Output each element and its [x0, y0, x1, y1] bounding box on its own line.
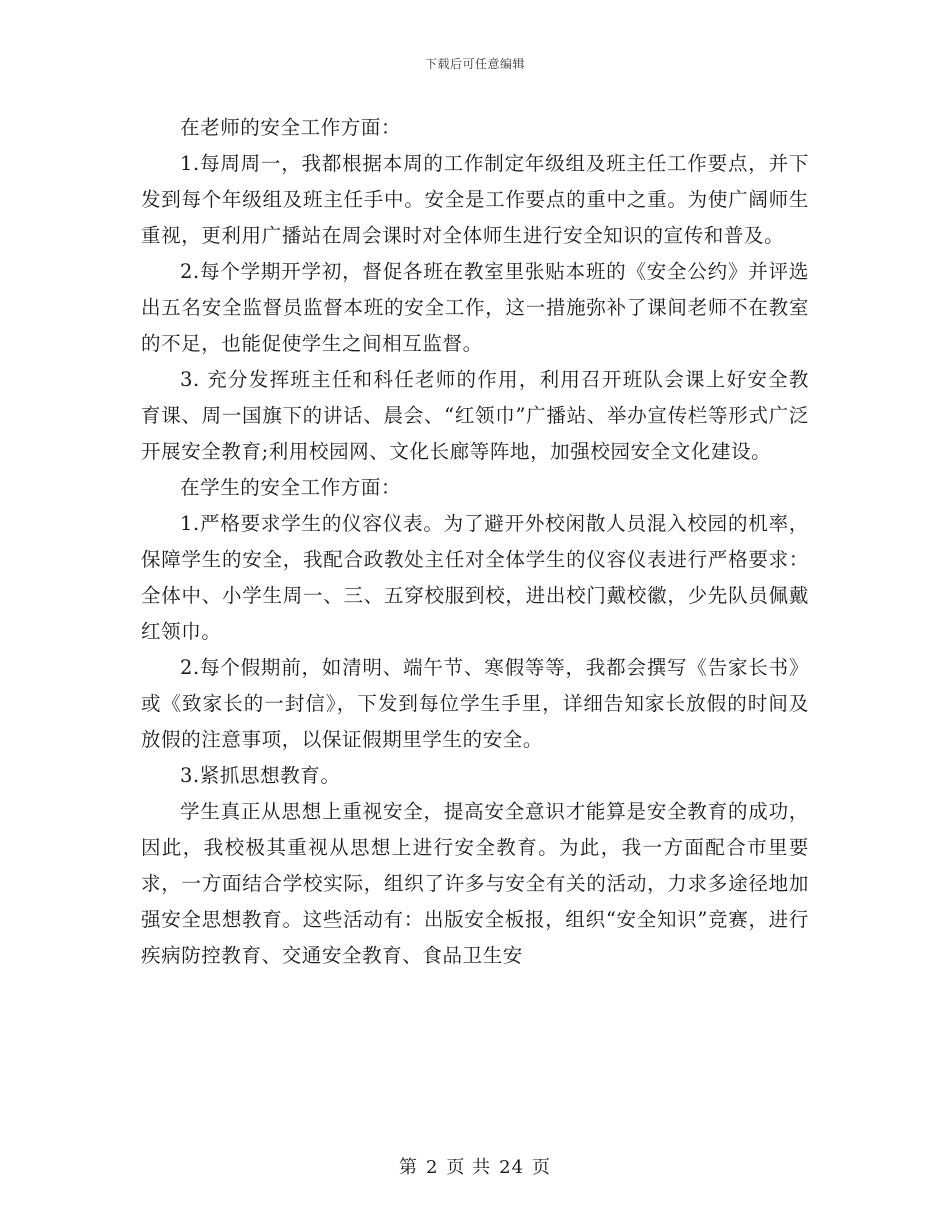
paragraph-teacher-item-2: 2.每个学期开学初，督促各班在教室里张贴本班的《安全公约》并评选出五名安全监督员监督本班的安全工作，这一措施弥补了课间老师不在教室的不足，也能促使学生之间相互监督。 [141, 260, 809, 355]
paragraph-student-item-2: 2.每个假期前，如清明、端午节、寒假等等，我都会撰写《告家长书》或《致家长的一封信》，下发到每位学生手里，详细告知家长放假的时间及放假的注意事项，以保证假期里学生的安全。 [141, 656, 809, 751]
page-header: 下载后可任意编辑 [424, 57, 525, 71]
footer-total-pages: 24 [499, 1157, 525, 1178]
document-body [141, 110, 809, 974]
paragraph-thought-education: 学生真正从思想上重视安全，提高安全意识才能算是安全教育的成功，因此，我校极其重视从思想上进行安全教育。为此，我一方面配合市里要求，一方面结合学校实际，组织了许多与安全有关的活动，力求多途径地加强安全思想教育。这些活动有：出版安全板报，组织“安全知识”竞赛，进行疾病防控教育、交通安全教育、食品卫生安 [141, 800, 809, 967]
section-heading-teachers: 在老师的安全工作方面： [180, 116, 402, 139]
paragraph-student-item-3: 3.紧抓思想教育。 [180, 764, 341, 787]
paragraph-teacher-item-3: 3. 充分发挥班主任和科任老师的作用，利用召开班队会课上好安全教育课、周一国旗下的讲话、晨会、“红领巾”广播站、举办宣传栏等形式广泛开展安全教育;利用校园网、文化长廊等阵地，加强校园安全文化建设。 [141, 368, 809, 463]
footer-suffix: 页 [532, 1157, 552, 1178]
footer-page-number: 2 [425, 1157, 439, 1178]
paragraph-teacher-item-1: 1.每周周一，我都根据本周的工作制定年级组及班主任工作要点，并下发到每个年级组及班主任手中。安全是工作要点的重中之重。为使广阔师生重视，更利用广播站在周会课时对全体师生进行安全知识的宣传和普及。 [141, 152, 809, 247]
paragraph-student-item-1: 1.严格要求学生的仪容仪表。为了避开外校闲散人员混入校园的机率，保障学生的安全，我配合政教处主任对全体学生的仪容仪表进行严格要求：全体中、小学生周一、三、五穿校服到校，进出校门戴校徽，少先队员佩戴红领巾。 [141, 512, 809, 643]
page-footer [0, 1153, 950, 1179]
section-heading-students: 在学生的安全工作方面： [180, 476, 402, 499]
footer-prefix: 第 [398, 1157, 418, 1178]
footer-middle: 页 共 [446, 1157, 492, 1178]
